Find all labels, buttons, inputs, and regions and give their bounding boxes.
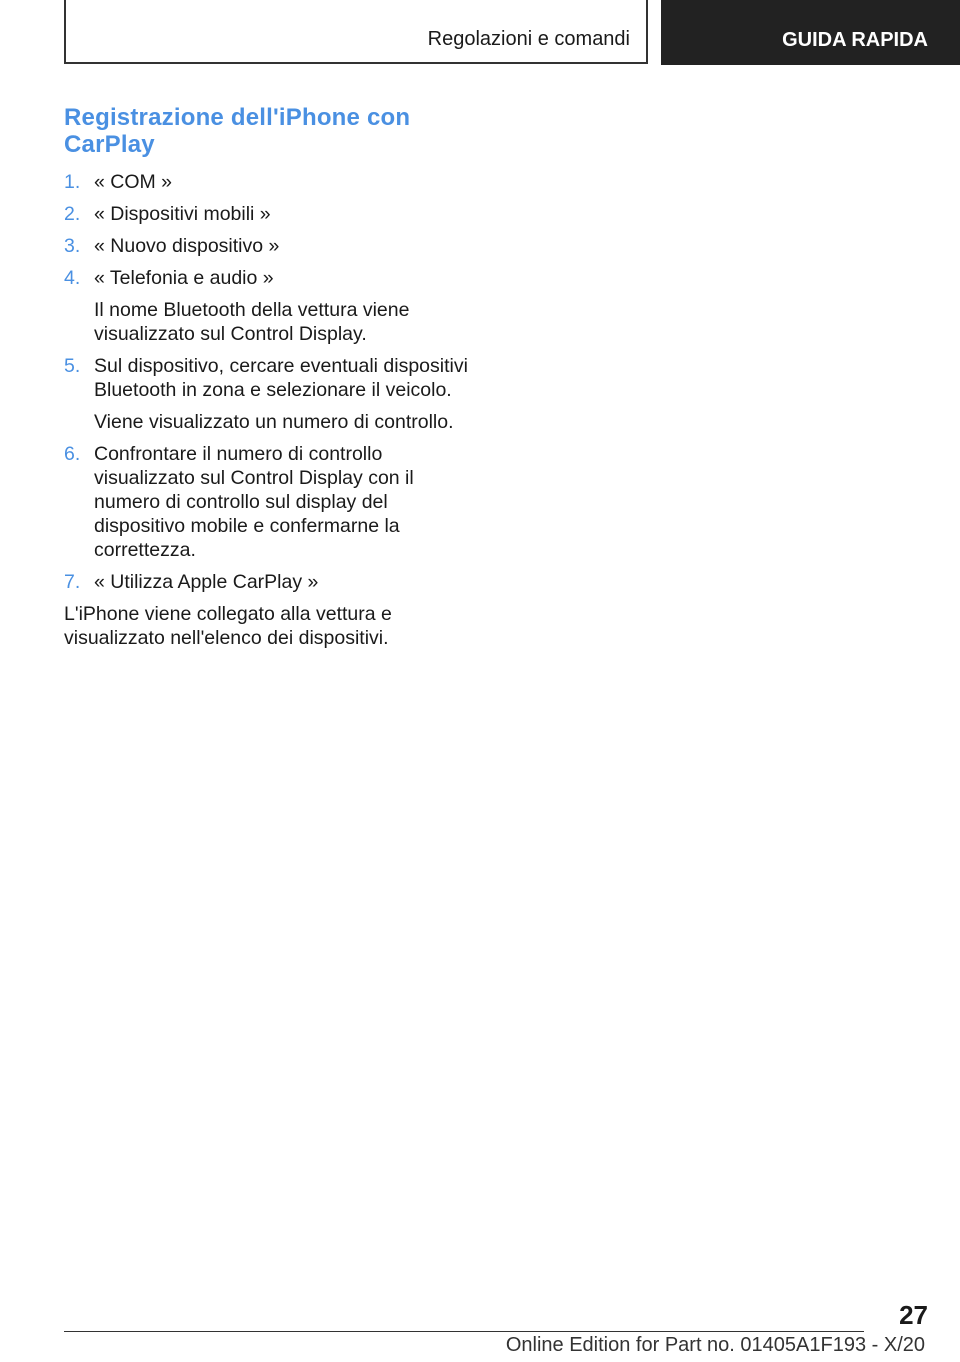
footer-edition: Online Edition for Part no. 01405A1F193 - X/20 (505, 1334, 925, 1356)
step-note: Viene visualizzato un numero di controllo. (94, 411, 454, 433)
step-text: Sul dispositivo, cercare eventuali dispositivi Bluetooth in zona e selezionare il veicolo. (94, 355, 468, 401)
step-text: « Utilizza Apple CarPlay » (94, 571, 319, 593)
step-note: Il nome Bluetooth della vettura viene visualizzato sul Control Display. (94, 299, 410, 345)
steps-list (64, 170, 484, 594)
step-item (64, 234, 484, 258)
step-item (64, 170, 484, 194)
step-item (64, 442, 484, 562)
header-section-title: Regolazioni e comandi (427, 28, 630, 50)
step-item (64, 570, 484, 594)
step-text: « COM » (94, 171, 173, 193)
header-tab (661, 0, 960, 65)
header-section-box (64, 0, 648, 64)
step-number: 4. (64, 267, 81, 289)
step-item (64, 266, 484, 346)
page-title: Registrazione dell'iPhone con CarPlay (64, 104, 411, 158)
header-tab-label: GUIDA RAPIDA (782, 29, 928, 51)
step-number: 3. (64, 235, 81, 257)
footer-divider (64, 1331, 864, 1332)
main-content (64, 104, 484, 650)
result-text: L'iPhone viene collegato alla vettura e visualizzato nell'elenco dei dispositivi. (64, 603, 392, 649)
step-text: « Dispositivi mobili » (94, 203, 271, 225)
step-number: 6. (64, 443, 81, 465)
step-text: « Nuovo dispositivo » (94, 235, 280, 257)
step-number: 1. (64, 171, 81, 193)
step-text: « Telefonia e audio » (94, 267, 274, 289)
step-text: Confrontare il numero di controllo visualizzato sul Control Display con il numero di controllo sul display del dispositivo mobile e confermarne la correttezza. (94, 443, 414, 561)
step-item (64, 354, 484, 434)
step-number: 7. (64, 571, 81, 593)
step-item (64, 202, 484, 226)
page-number: 27 (899, 1300, 928, 1330)
step-number: 5. (64, 355, 81, 377)
step-number: 2. (64, 203, 81, 225)
